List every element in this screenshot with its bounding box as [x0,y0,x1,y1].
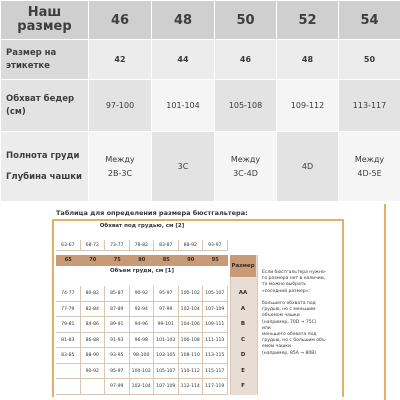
note-line: (например, 70D → 75C) [262,319,317,325]
substitution-note [262,270,342,357]
bust-volume-cell [56,379,81,395]
bust-volume-cell: 109-111 [203,317,228,333]
hip-value: 105-108 [215,80,277,132]
label-size-value: 42 [89,40,152,80]
label-size-value: 44 [152,40,215,80]
bust-volume-cell: 92-94 [130,302,155,318]
hip-value: 109-112 [277,80,339,132]
bra-size-section [0,204,400,400]
bust-volume-cell: 98-100 [130,348,155,364]
cup-letter: B [240,321,246,327]
bust-volume-cell: 115-117 [203,364,228,380]
bust-volume-cell [81,379,106,395]
label-size-row [1,40,400,80]
bust-volume-cell: 111-113 [203,333,228,349]
cup-depth-label: Глубина чашки [6,171,82,182]
bust-volume-cell: 105-107 [154,364,179,380]
bust-volume-cell: 86-88 [81,333,106,349]
hip-value: 97-100 [89,80,152,132]
bust-label [1,132,89,202]
label-size-label: Размер на этикетке [1,40,89,80]
bust-volume-cell: 95-97 [105,364,130,380]
bust-value-line1: 3C [177,161,189,171]
bust-volume-cell: 88-90 [81,348,106,364]
band-size-cell: 80 [138,257,146,263]
header-size-54: 54 [339,1,400,40]
bust-volume-cell: 74-77 [56,286,81,302]
note-line: емом чашки [262,344,291,350]
bust-volume-cell: 102-104 [179,302,204,318]
bust-value-line2: 2B-3C [107,168,133,178]
note-line: меньшего обхвата под [262,332,317,338]
header-our-size: Наш размер [1,1,89,40]
label-size-value: 48 [277,40,339,80]
cup-letter: C [240,336,246,343]
bust-value [215,132,277,202]
bust-volume-cell: 101-103 [154,333,179,349]
band-size-cell: 90 [187,257,195,263]
underbust-range-cell: 93-97 [203,240,228,251]
bust-volume-cell: 113-115 [203,348,228,364]
bust-volume-cell: 97-99 [105,379,130,395]
note-line: грудью, но с большим объ- [262,338,327,344]
accent-divider [384,204,386,400]
bust-volume-cell: 90-92 [130,286,155,302]
header-size-46: 46 [89,1,152,40]
bust-volume-cell: 93-95 [105,348,130,364]
bust-volume-cell: 103-105 [154,348,179,364]
underbust-header: Обхват под грудью, см [2] [99,223,185,229]
band-size-cell: 75 [113,257,121,263]
header-size-48: 48 [152,1,215,40]
cup-letter: AA [238,290,248,296]
underbust-range-cell: 63-67 [56,240,81,251]
hip-row [1,80,400,132]
bust-volume-cell: 85-87 [105,286,130,302]
underbust-range-cell: 83-87 [154,240,179,251]
bust-volume-cell: 80-82 [81,286,106,302]
note-line: грудью, но с меньшим [262,307,316,313]
band-size-cell: 70 [89,257,97,263]
note-line: большего обхвата под [262,301,316,307]
bust-volume-cell: 112-114 [179,379,204,395]
underbust-range-cell: 73-77 [105,240,130,251]
bust-volume-cell: 102-104 [130,379,155,395]
size-header-row [1,1,400,40]
bust-value-line1: 4D [301,161,314,171]
bust-volume-header: Объем груди, см [1] [109,268,174,274]
bust-value-line1: Между [105,154,135,164]
bust-row [1,132,400,202]
bust-volume-cell: 95-97 [154,286,179,302]
bust-volume-cell: 82-84 [81,302,106,318]
bust-volume-cell: 97-99 [154,302,179,318]
bust-value-line1: Между [230,154,261,164]
label-size-value: 46 [215,40,277,80]
band-size-cell: 65 [64,257,72,263]
note-line: (например, 85A → 80B) [262,350,317,356]
note-line: «соседний размер»: [262,288,310,294]
bust-volume-cell: 100-102 [179,286,204,302]
bust-volume-cell: 89-91 [105,317,130,333]
underbust-range-cell: 68-72 [81,240,106,251]
bust-volume-cell: 110-112 [179,364,204,380]
cup-letter: A [240,305,246,312]
band-size-row [56,255,228,266]
hip-value: 113-117 [339,80,400,132]
bust-fullness-label: Полнота груди [6,150,80,161]
bust-volume-cell: 100-102 [130,364,155,380]
cup-letter: E [241,367,245,374]
bust-volume-cell: 83-85 [56,348,81,364]
header-size-52: 52 [277,1,339,40]
underbust-range-cell: 88-92 [179,240,204,251]
label-size-value: 50 [339,40,400,80]
underbust-range-cell: 78-82 [130,240,155,251]
bust-volume-cell: 104-106 [179,317,204,333]
cup-letter: D [240,352,246,358]
bust-volume-cell: 87-89 [105,302,130,318]
hip-value: 101-104 [152,80,215,132]
note-line: объемом чашки [262,313,300,319]
bust-value-line2: 4D-5E [357,168,382,178]
bust-volume-cell: 81-83 [56,333,81,349]
bust-value [89,132,152,202]
bust-volume-cell: 79-81 [56,317,81,333]
bust-volume-cell: 77-79 [56,302,81,318]
bust-volume-cell: 91-93 [105,333,130,349]
bust-value [339,132,400,202]
bust-volume-cell: 84-86 [81,317,106,333]
hip-label: Обхват бедер (см) [1,80,89,132]
cup-letter: F [241,383,245,389]
bust-volume-cell: 107-109 [203,302,228,318]
bust-value [152,132,215,202]
note-line: Если бюстгальтера нужно- [262,270,327,275]
bust-value-line2: 3C-4D [233,168,258,178]
bust-volume-cell: 99-101 [154,317,179,333]
band-size-cell: 95 [211,257,219,263]
bra-table-title: Таблица для определения размера бюстгальтера: [56,209,248,217]
band-size-cell: 85 [162,257,170,263]
bust-volume-cell [56,364,81,380]
header-size-50: 50 [215,1,277,40]
bust-volume-cell: 107-109 [154,379,179,395]
bust-volume-cell: 90-92 [81,364,106,380]
note-line: или [262,325,271,331]
note-line: го размера нет в наличии, [262,276,326,282]
bust-volume-cell: 105-107 [203,286,228,302]
bust-volume-cell: 96-98 [130,333,155,349]
note-line: то можно выбрать [262,282,307,288]
bust-value-line1: Между [354,154,385,164]
bust-volume-cell: 117-119 [203,379,228,395]
cup-size-header: Размер [230,255,256,277]
bust-volume-cell: 108-110 [179,348,204,364]
bust-value [277,132,339,202]
bust-volume-cell: 106-108 [179,333,204,349]
bust-volume-cell: 94-96 [130,317,155,333]
